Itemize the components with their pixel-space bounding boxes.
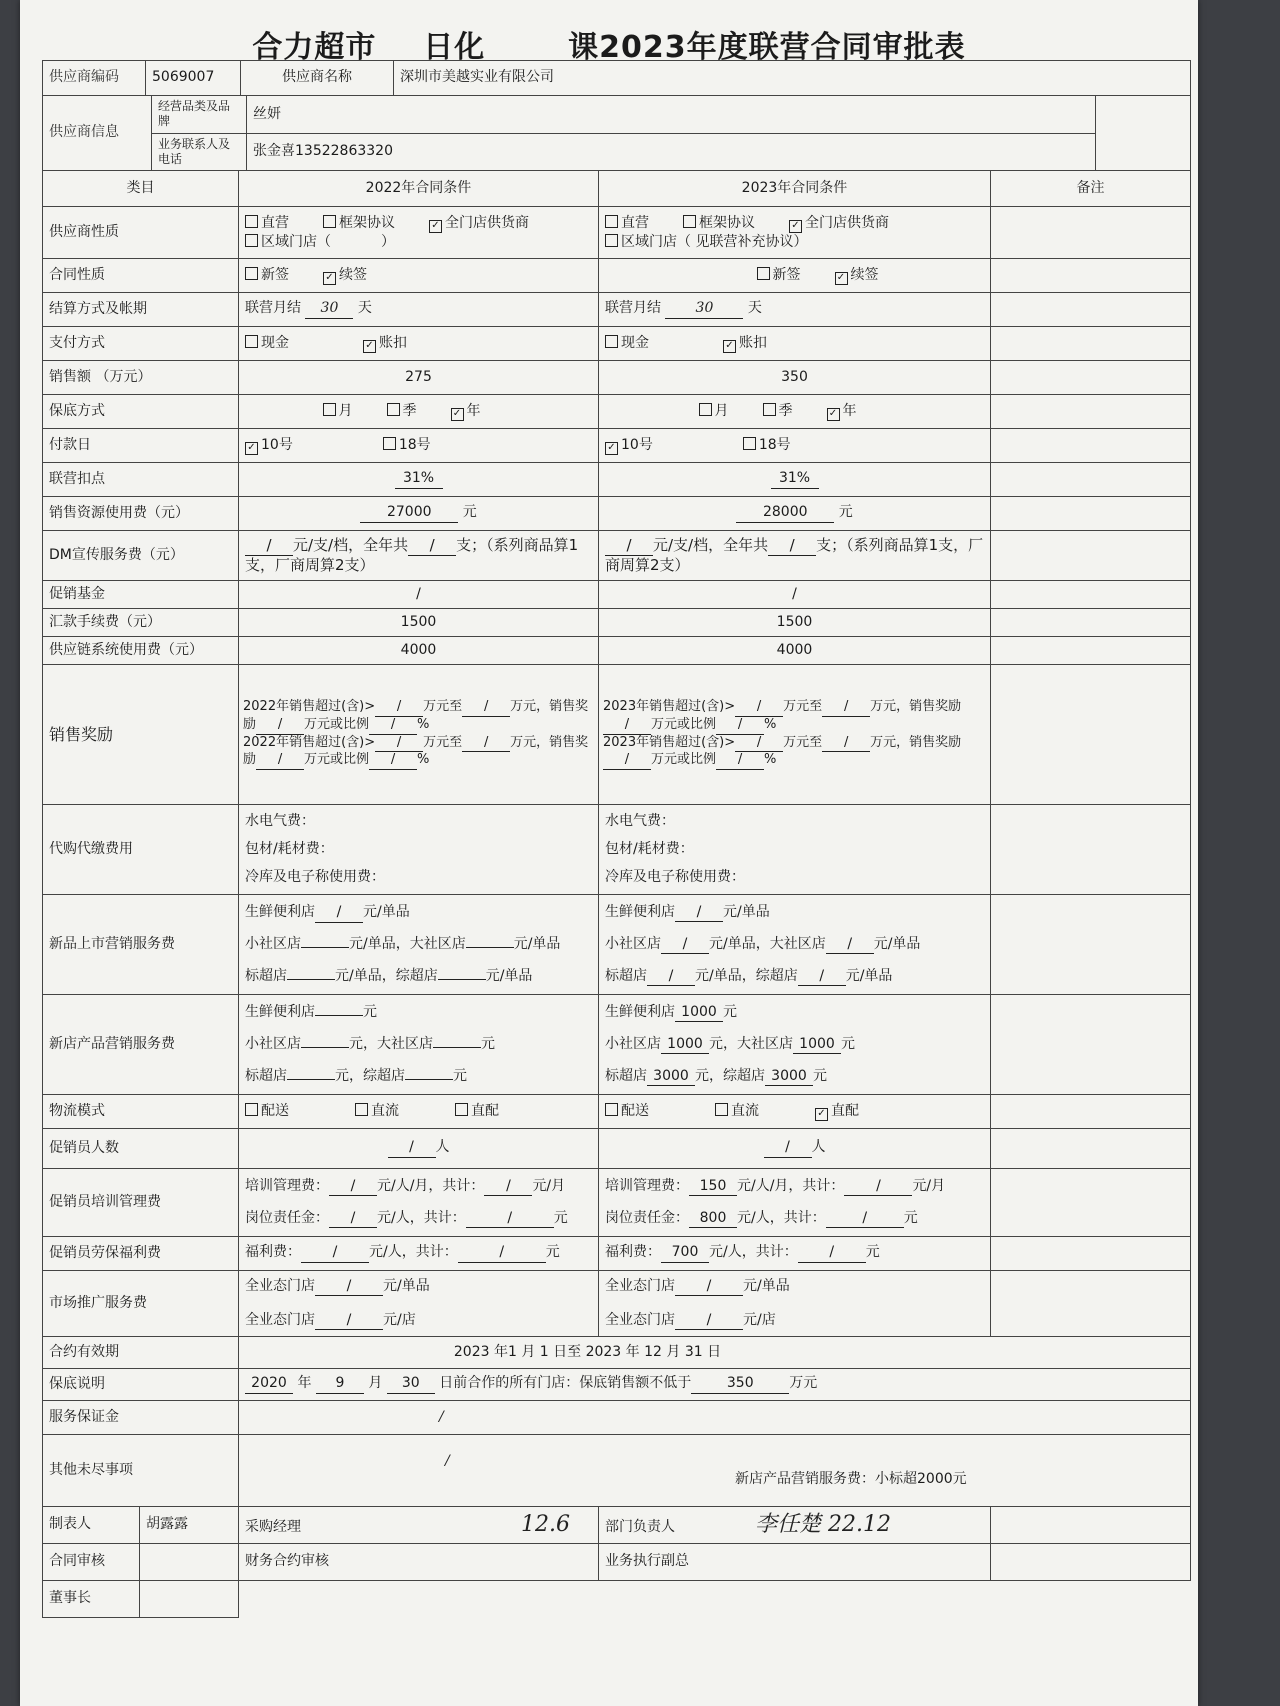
row-payday	[43, 429, 1191, 463]
nature-2022: 直营 框架协议 ✓ 全门店供货商 区域门店（ ）	[239, 207, 599, 259]
checkbox[interactable]	[757, 267, 770, 280]
agency-label: 代购代缴费用	[43, 805, 239, 895]
row-validity	[43, 1337, 1191, 1369]
newprod-2022: 生鲜便利店 / 元/单品 小社区店 元/单品，大社区店 元/单品 标超店 元/单品，综超店 元/单品	[239, 895, 599, 995]
pay-2022: 现金 ✓ 账扣	[239, 327, 599, 361]
dm-2022: / 元/支/档，全年共 / 支；（系列商品算1支，厂商周算2支）	[239, 531, 599, 581]
checkbox[interactable]	[605, 1103, 618, 1116]
checkbox[interactable]	[245, 1103, 258, 1116]
checkbox[interactable]	[323, 215, 336, 228]
fund-2022: /	[239, 581, 599, 609]
guar-note-label: 保底说明	[43, 1369, 239, 1401]
logistics-2023: 配送 直流 ✓ 直配	[599, 1095, 991, 1129]
checkbox-checked[interactable]: ✓	[429, 220, 442, 233]
sales-2022: 275	[239, 361, 599, 395]
resource-label: 销售资源使用费（元）	[43, 497, 239, 531]
remit-2022: 1500	[239, 609, 599, 637]
agency-2022: 水电气费： 包材/耗材费： 冷库及电子称使用费：	[239, 805, 599, 895]
resource-2022: 27000 元	[239, 497, 599, 531]
row-new-store-fee	[43, 995, 1191, 1095]
fin-label: 财务合约审核	[239, 1544, 599, 1581]
checkbox[interactable]	[245, 234, 258, 247]
supplier-code-label: 供应商编码	[43, 61, 146, 95]
other-label: 其他未尽事项	[43, 1435, 239, 1507]
header-2022: 2022年合同条件	[239, 171, 599, 207]
review-label: 合同审核	[43, 1544, 140, 1580]
checkbox[interactable]	[605, 335, 618, 348]
dm-label: DM宣传服务费（元）	[43, 531, 239, 581]
row-promoters	[43, 1129, 1191, 1169]
row-sales-reward	[43, 665, 1191, 805]
row-resource-fee	[43, 497, 1191, 531]
checkbox[interactable]	[683, 215, 696, 228]
promoters-label: 促销员人数	[43, 1129, 239, 1169]
checkbox-checked[interactable]: ✓	[789, 220, 802, 233]
checkbox[interactable]	[245, 335, 258, 348]
header-category: 类目	[43, 171, 239, 207]
checkbox-checked[interactable]: ✓	[363, 340, 376, 353]
supply-label: 供应链系统使用费（元）	[43, 637, 239, 665]
checkbox[interactable]	[245, 215, 258, 228]
promoters-2022: / 人	[239, 1129, 599, 1169]
checkbox[interactable]	[355, 1103, 368, 1116]
checkbox-checked[interactable]: ✓	[723, 340, 736, 353]
newstore-2023: 生鲜便利店 1000 元 小社区店 1000 元，大社区店 1000 元 标超店 3000 元，综超店 3000 元	[599, 995, 991, 1095]
row-payment	[43, 327, 1191, 361]
row-promo-fund	[43, 581, 1191, 609]
deposit-value: /	[239, 1401, 1191, 1435]
checkbox-checked[interactable]: ✓	[605, 442, 618, 455]
dept-cell: 部门负责人 李任楚 22.12	[599, 1507, 991, 1544]
approval-sheet	[20, 0, 1198, 1706]
supply-2022: 4000	[239, 637, 599, 665]
maker-label: 制表人	[43, 1507, 140, 1543]
buyer-signature: 12.6	[521, 1512, 570, 1538]
remit-2023: 1500	[599, 609, 991, 637]
dm-2023: / 元/支/档，全年共 / 支；（系列商品算1支，厂商周算2支）	[599, 531, 991, 581]
market-label: 市场推广服务费	[43, 1271, 239, 1337]
agency-2023: 水电气费： 包材/耗材费： 冷库及电子称使用费：	[599, 805, 991, 895]
welfare-2022: 福利费： / 元/人，共计： / 元	[239, 1237, 599, 1271]
row-deposit	[43, 1401, 1191, 1435]
checkbox-checked[interactable]: ✓	[451, 408, 464, 421]
reward-2023: 2023年销售超过(含)> / 万元至 / 万元，销售奖励/ 万元或比例 / % 2023年销售超过(含)> / 万元至 / 万元，销售奖励/ 万元或比例 / %	[599, 665, 991, 805]
reward-2022: 2022年销售超过(含)> / 万元至 / 万元，销售奖励 / 万元或比例 / % 2022年销售超过(含)> / 万元至 / 万元，销售奖励 / 万元或比例 / %	[239, 665, 599, 805]
training-2022: 培训管理费： / 元/人/月，共计： / 元/月 岗位责任金： / 元/人，共计： / 元	[239, 1169, 599, 1237]
title-store: 合力超市	[252, 30, 377, 65]
deduct-2022: 31%	[239, 463, 599, 497]
checkbox[interactable]	[743, 437, 756, 450]
checkbox[interactable]	[715, 1103, 728, 1116]
row-guarantee	[43, 395, 1191, 429]
fund-label: 促销基金	[43, 581, 239, 609]
fund-2023: /	[599, 581, 991, 609]
guarantee-2023: 月 季 ✓ 年	[599, 395, 991, 429]
deduct-2023: 31%	[599, 463, 991, 497]
training-label: 促销员培训管理费	[43, 1169, 239, 1237]
deduct-label: 联营扣点	[43, 463, 239, 497]
row-new-product-fee	[43, 895, 1191, 995]
row-logistics	[43, 1095, 1191, 1129]
checkbox[interactable]	[605, 234, 618, 247]
checkbox[interactable]	[383, 437, 396, 450]
newstore-2022: 生鲜便利店 元 小社区店 元，大社区店 元 标超店 元，综超店 元	[239, 995, 599, 1095]
row-welfare-fee	[43, 1237, 1191, 1271]
welfare-2023: 福利费： 700 元/人，共计： / 元	[599, 1237, 991, 1271]
logistics-label: 物流模式	[43, 1095, 239, 1129]
vp-label: 业务执行副总	[599, 1544, 991, 1581]
training-2023: 培训管理费： 150 元/人/月，共计： / 元/月 岗位责任金： 800 元/人，共计： / 元	[599, 1169, 991, 1237]
market-2022: 全业态门店 / 元/单品 全业态门店 / 元/店	[239, 1271, 599, 1337]
header-2023: 2023年合同条件	[599, 171, 991, 207]
pay-label: 支付方式	[43, 327, 239, 361]
checkbox[interactable]	[763, 403, 776, 416]
chair-label: 董事长	[43, 1581, 140, 1617]
market-2023: 全业态门店 / 元/单品 全业态门店 / 元/店	[599, 1271, 991, 1337]
resource-2023: 28000 元	[599, 497, 991, 531]
checkbox[interactable]	[245, 267, 258, 280]
checkbox-checked[interactable]: ✓	[815, 1108, 828, 1121]
payday-label: 付款日	[43, 429, 239, 463]
logistics-2022: 配送 直流 直配	[239, 1095, 599, 1129]
buyer-cell: 采购经理 12.6	[239, 1507, 599, 1544]
row-sales	[43, 361, 1191, 395]
payday-2022: ✓ 10号 18号	[239, 429, 599, 463]
validity-value: 2023 年1 月 1 日至 2023 年 12 月 31 日	[239, 1337, 1191, 1369]
checkbox-checked[interactable]: ✓	[323, 272, 336, 285]
row-sign-2	[43, 1544, 1191, 1581]
row-training-fee	[43, 1169, 1191, 1237]
category-value: 丝妍	[247, 96, 1096, 133]
review-signature	[140, 1544, 239, 1580]
payday-2023: ✓ 10号 18号	[599, 429, 991, 463]
checkbox[interactable]	[455, 1103, 468, 1116]
row-contract-nature	[43, 259, 1191, 293]
header-remark: 备注	[991, 171, 1191, 207]
contract-2022: 新签 ✓ 续签	[239, 259, 599, 293]
contact-value: 张金喜13522863320	[253, 143, 393, 159]
row-market-fee	[43, 1271, 1191, 1337]
checkbox-checked[interactable]: ✓	[245, 442, 258, 455]
validity-label: 合约有效期	[43, 1337, 239, 1369]
row-supplier-nature	[43, 207, 1191, 259]
checkbox-checked[interactable]: ✓	[827, 408, 840, 421]
settle-2023: 联营月结 30 天	[599, 293, 991, 327]
row-sign-1	[43, 1507, 1191, 1544]
dept-signature: 李任楚 22.12	[755, 1512, 891, 1538]
row-dm-fee	[43, 531, 1191, 581]
title-form: 课2023年度联营合同审批表	[568, 30, 966, 65]
deposit-label: 服务保证金	[43, 1401, 239, 1435]
remit-label: 汇款手续费（元）	[43, 609, 239, 637]
row-supplier-code	[43, 61, 1191, 96]
other-value: / 新店产品营销服务费：小标超2000元	[239, 1435, 1191, 1507]
category-label: 经营品类及品牌	[152, 96, 247, 133]
nature-label: 供应商性质	[43, 207, 239, 259]
guarantee-2022: 月 季 ✓ 年	[239, 395, 599, 429]
supplier-code: 5069007	[146, 61, 241, 95]
nature-2023: 直营 框架协议 ✓ 全门店供货商 区域门店（ 见联营补充协议）	[599, 207, 991, 259]
sales-2023: 350	[599, 361, 991, 395]
contract-table	[42, 60, 1191, 1618]
row-guarantee-note	[43, 1369, 1191, 1401]
settle-label: 结算方式及帐期	[43, 293, 239, 327]
checkbox[interactable]	[387, 403, 400, 416]
supplier-info-label: 供应商信息	[43, 96, 152, 170]
newprod-2023: 生鲜便利店 / 元/单品 小社区店 / 元/单品，大社区店 / 元/单品 标超店 / 元/单品，综超店 / 元/单品	[599, 895, 991, 995]
reward-label: 销售奖励	[43, 665, 239, 805]
guar-note-value: 2020 年 9 月 30 日前合作的所有门店：保底销售额不低于 350 万元	[239, 1369, 1191, 1401]
pay-2023: 现金 ✓ 账扣	[599, 327, 991, 361]
row-other	[43, 1435, 1191, 1507]
newprod-label: 新品上市营销服务费	[43, 895, 239, 995]
supply-2023: 4000	[599, 637, 991, 665]
newstore-label: 新店产品营销服务费	[43, 995, 239, 1095]
row-agency-fee	[43, 805, 1191, 895]
row-remit-fee	[43, 609, 1191, 637]
row-supplier-info	[43, 96, 1191, 171]
supplier-name: 深圳市美越实业有限公司	[400, 69, 554, 86]
row-supply-fee	[43, 637, 1191, 665]
supplier-name-label: 供应商名称	[241, 61, 394, 95]
maker-name: 胡露露	[146, 1516, 188, 1533]
contact-label: 业务联系人及电话	[152, 133, 247, 170]
checkbox[interactable]	[605, 215, 618, 228]
title-dept: 日化	[423, 30, 486, 65]
row-header	[43, 171, 1191, 207]
checkbox-checked[interactable]: ✓	[835, 272, 848, 285]
row-deduct	[43, 463, 1191, 497]
row-sign-3	[43, 1581, 1191, 1618]
checkbox[interactable]	[323, 403, 336, 416]
promoters-2023: / 人	[599, 1129, 991, 1169]
guarantee-label: 保底方式	[43, 395, 239, 429]
row-settlement	[43, 293, 1191, 327]
settle-2022: 联营月结 30 天	[239, 293, 599, 327]
contract-2023: 新签 ✓ 续签	[599, 259, 991, 293]
checkbox[interactable]	[699, 403, 712, 416]
contract-label: 合同性质	[43, 259, 239, 293]
sales-label: 销售额 （万元）	[43, 361, 239, 395]
welfare-label: 促销员劳保福利费	[43, 1237, 239, 1271]
